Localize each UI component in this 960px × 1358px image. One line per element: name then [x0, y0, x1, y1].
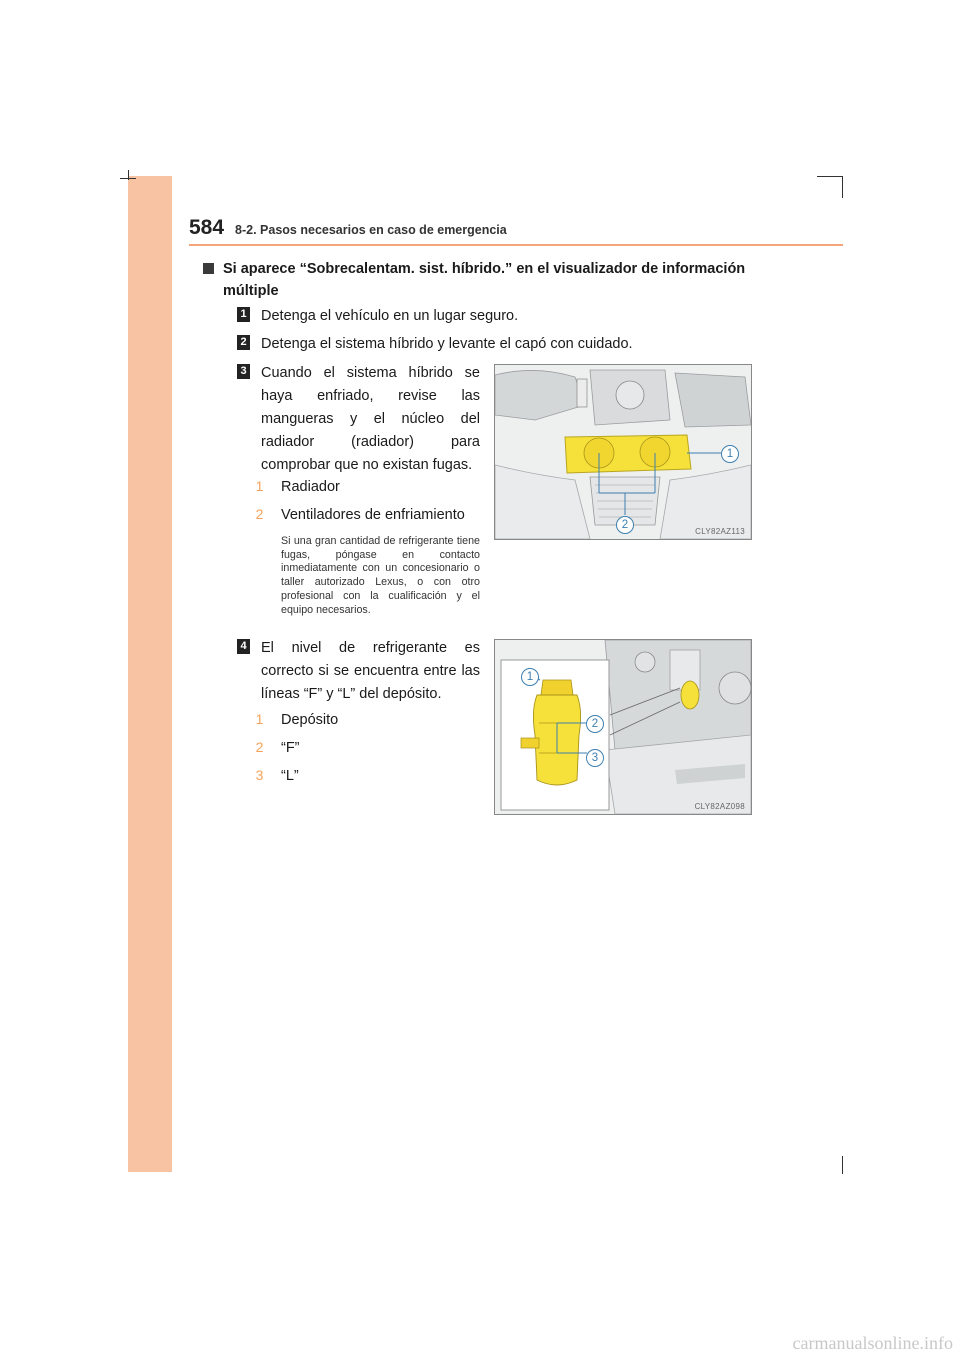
figure-reservoir — [494, 639, 752, 815]
side-band — [128, 176, 172, 1172]
callout-1-reservoir: 1 — [521, 668, 539, 686]
watermark: carmanualsonline.info — [792, 1333, 953, 1353]
crop-mark-top-right-h — [817, 176, 843, 177]
callout-1-radiator: 1 — [721, 445, 739, 463]
page-number: 584 — [189, 216, 225, 239]
step-text-4: El nivel de refrigerante es correcto si se encuentra entre las líneas “F” y “L” del depósito. — [261, 640, 480, 702]
item-number-fans: 2 — [255, 506, 264, 522]
step-badge-1: 1 — [237, 307, 250, 322]
reservoir-illustration — [495, 640, 751, 814]
item-label-l-line: “L” — [281, 768, 299, 784]
page-header — [189, 216, 507, 240]
crop-mark-top-right-v — [842, 176, 843, 198]
callout-3-l-line: 3 — [586, 749, 604, 767]
figure-code: CLY82AZ098 — [694, 802, 745, 811]
step-text-2: Detenga el sistema híbrido y levante el capó con cuidado. — [261, 336, 633, 352]
square-bullet-icon — [203, 263, 214, 274]
callout-2-fans: 2 — [616, 516, 634, 534]
heading-line-1: Si aparece “Sobrecalentam. sist. híbrido.” en el visualizador de información — [223, 261, 746, 277]
step-text-1: Detenga el vehículo en un lugar seguro. — [261, 308, 519, 324]
item-number-reservoir: 1 — [255, 711, 264, 727]
section-title: 8-2. Pasos necesarios en caso de emergencia — [235, 223, 507, 237]
item-number-f-line: 2 — [255, 739, 264, 755]
engine-bay-illustration — [495, 365, 751, 539]
step-badge-2: 2 — [237, 335, 250, 350]
figure-code: CLY82AZ113 — [695, 527, 745, 536]
figure-radiator — [494, 364, 752, 540]
crop-mark-top-left-h — [120, 178, 136, 179]
step-badge-3: 3 — [237, 364, 250, 379]
step-text-3: Cuando el sistema híbrido se haya enfriado, revise las mangueras y el núcleo del radiador (radiador) para comprobar que no existan fugas. — [261, 365, 480, 473]
coolant-leak-note: Si una gran cantidad de refrigerante tiene fugas, póngase en contacto inmediatamente con un concesionario o taller autorizado Lexus, o con otro profesional con la cualificación y el equipo necesarios. — [281, 535, 480, 616]
callout-2-f-line: 2 — [586, 715, 604, 733]
item-label-fans: Ventiladores de enfriamiento — [281, 507, 465, 523]
item-label-radiator: Radiador — [281, 479, 340, 495]
item-label-reservoir: Depósito — [281, 712, 339, 728]
step-badge-4: 4 — [237, 639, 250, 654]
section-heading — [223, 258, 783, 302]
heading-line-2: múltiple — [223, 283, 279, 299]
item-number-radiator: 1 — [255, 478, 264, 494]
header-rule — [189, 244, 843, 246]
item-label-f-line: “F” — [281, 740, 300, 756]
crop-mark-bottom-right — [842, 1156, 843, 1174]
item-number-l-line: 3 — [255, 767, 264, 783]
